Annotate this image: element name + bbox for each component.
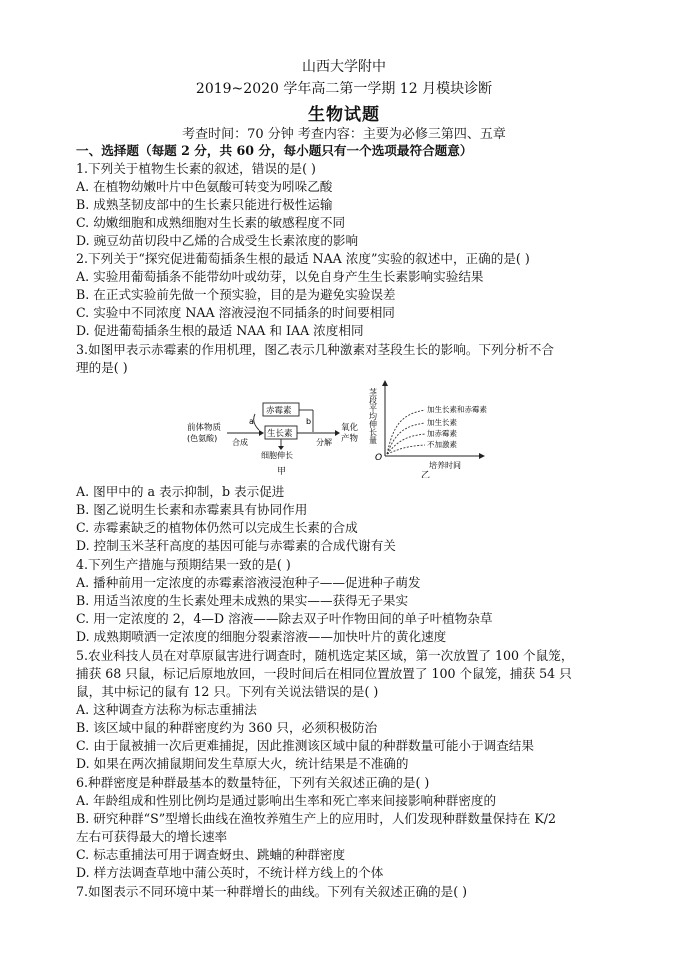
question-5-option-c: C. 由于鼠被捕一次后更难捕捉，因此推测该区域中鼠的种群数量可能小于调查结果 bbox=[76, 738, 534, 753]
jia-gibberellin-text: 赤霉素 bbox=[266, 406, 292, 416]
question-1-option-b: B. 成熟茎韧皮部中的生长素只能进行极性运输 bbox=[76, 197, 333, 212]
question-3-stem-cont: 理的是( ) bbox=[76, 360, 128, 375]
jia-precursor-line1: 前体物质 bbox=[187, 423, 222, 433]
question-6-stem: 6.种群密度是种群最基本的数量特征，下列有关叙述正确的是( ) bbox=[76, 775, 430, 790]
question-3-stem: 3.如图甲表示赤霉素的作用机理，图乙表示几种激素对茎段生长的影响。下列分析不合 bbox=[76, 342, 554, 357]
question-1-stem: 1.下列关于植物生长素的叙述，错误的是( ) bbox=[76, 161, 316, 176]
yi-x-axis-arrowhead bbox=[479, 453, 485, 459]
exam-info: 考查时间：70 分钟 考查内容：主要为必修三第四、五章 bbox=[182, 127, 506, 142]
question-5-option-d: D. 如果在两次捕鼠期间发生草原大火，统计结果是不准确的 bbox=[76, 756, 409, 771]
exam-term: 2019~2020 学年高二第一学期 12 月模块诊断 bbox=[195, 81, 493, 97]
question-1-option-d: D. 豌豆幼苗切段中乙烯的合成受生长素浓度的影响 bbox=[76, 233, 359, 248]
question-4-stem: 4.下列生产措施与预期结果一致的是( ) bbox=[76, 557, 291, 572]
question-6-option-b: B. 研究种群“S”型增长曲线在渔牧养殖生产上的应用时，人们发现种群数量保持在 K/2 bbox=[76, 811, 557, 826]
yi-y-axis-label: 茎段平均伸长量 bbox=[368, 388, 378, 444]
question-6-option-a: A. 年龄组成和性别比例均是通过影响出生率和死亡率来间接影响种群密度的 bbox=[76, 793, 497, 808]
figure-yi bbox=[368, 380, 488, 478]
jia-decomp-label: 分解 bbox=[316, 438, 332, 447]
question-3-figures bbox=[185, 378, 515, 478]
jia-auxin-text: 生长素 bbox=[267, 429, 293, 439]
question-5-stem-cont-1: 捕获 68 只鼠，标记后原地放回，一段时间后在相同位置放置了 100 个鼠笼，捕获 54 只 bbox=[76, 666, 572, 681]
yi-series-label-3: 加赤霉素 bbox=[427, 429, 457, 438]
question-5-stem: 5.农业科技人员在对草原鼠害进行调查时，随机选定某区域，第一次放置了 100 个鼠笼， bbox=[76, 648, 574, 663]
question-6-option-d: D. 样方法调查草地中蒲公英时，不统计样方线上的个体 bbox=[76, 865, 384, 880]
question-4-option-a: A. 播种前用一定浓度的赤霉素溶液浸泡种子——促进种子萌发 bbox=[76, 575, 421, 590]
question-5-stem-cont-2: 鼠，其中标记的鼠有 12 只。下列有关说法错误的是( ) bbox=[76, 684, 379, 699]
question-1-option-a: A. 在植物幼嫩叶片中色氨酸可转变为吲哚乙酸 bbox=[76, 179, 333, 194]
question-2-stem: 2.下列关于“探究促进葡萄插条生根的最适 NAA 浓度”实验的叙述中，正确的是( ) bbox=[76, 251, 530, 266]
yi-curve-gibberellin bbox=[387, 434, 425, 454]
figures-svg bbox=[185, 378, 515, 478]
jia-elongation-arrowhead bbox=[278, 446, 284, 450]
jia-synthesis-arrowhead bbox=[259, 430, 264, 436]
figure-jia bbox=[187, 403, 359, 477]
yi-series-label-1: 加生长素和赤霉素 bbox=[427, 405, 487, 414]
jia-figure-label: 甲 bbox=[277, 467, 287, 477]
question-3-option-b: B. 图乙说明生长素和赤霉素具有协同作用 bbox=[76, 502, 308, 517]
school-name: 山西大学附中 bbox=[302, 59, 386, 75]
question-7-stem: 7.如图表示不同环境中某一种群增长的曲线。下列有关叙述正确的是( ) bbox=[76, 884, 468, 899]
question-2-option-b: B. 在正式实验前先做一个预实验，目的是为避免实验误差 bbox=[76, 287, 396, 302]
question-1-option-c: C. 幼嫩细胞和成熟细胞对生长素的敏感程度不同 bbox=[76, 215, 346, 230]
question-4-option-b: B. 用适当浓度的生长素处理未成熟的果实——获得无子果实 bbox=[76, 593, 409, 608]
question-5-option-b: B. 该区域中鼠的种群密度约为 360 只，必须积极防治 bbox=[76, 720, 378, 735]
question-2-option-a: A. 实验用葡萄插条不能带幼叶或幼芽，以免自身产生生长素影响实验结果 bbox=[76, 269, 484, 284]
yi-y-axis-arrowhead bbox=[382, 380, 388, 386]
yi-figure-label: 乙 bbox=[421, 471, 431, 478]
question-3-option-a: A. 图甲中的 a 表示抑制，b 表示促进 bbox=[76, 484, 285, 499]
jia-a-curve bbox=[254, 414, 259, 430]
jia-precursor-line2: (色氨酸) bbox=[187, 434, 218, 443]
question-6-option-c: C. 标志重捕法可用于调查蚜虫、跳蝻的种群密度 bbox=[76, 847, 346, 862]
jia-synthesis-label: 合成 bbox=[232, 438, 248, 447]
yi-origin-label: O bbox=[375, 453, 383, 463]
question-3-option-c: C. 赤霉素缺乏的植物体仍然可以完成生长素的合成 bbox=[76, 520, 358, 535]
question-5-option-a: A. 这种调查方法称为标志重捕法 bbox=[76, 702, 257, 717]
jia-oxidation-line2: 产物 bbox=[341, 434, 359, 444]
jia-mark-b: b bbox=[306, 417, 312, 426]
jia-oxidation-line1: 氧化 bbox=[341, 423, 359, 433]
jia-decomp-arrowhead bbox=[335, 430, 340, 436]
subject-title: 生物试题 bbox=[308, 105, 380, 125]
section-heading: 一、选择题（每题 2 分，共 60 分，每小题只有一个选项最符合题意） bbox=[76, 143, 473, 158]
question-4-option-d: D. 成熟期喷洒一定浓度的细胞分裂素溶液——加快叶片的黄化速度 bbox=[76, 629, 447, 644]
yi-series-label-2: 加生长素 bbox=[427, 418, 457, 427]
question-3-option-d: D. 控制玉米茎秆高度的基因可能与赤霉素的合成代谢有关 bbox=[76, 538, 396, 553]
question-6-option-b-cont: 左右可获得最大的增长速率 bbox=[76, 829, 228, 844]
question-2-option-d: D. 促进葡萄插条生根的最适 NAA 和 IAA 浓度相同 bbox=[76, 323, 364, 338]
yi-series-label-4: 不加激素 bbox=[427, 440, 457, 449]
jia-elongation-label: 细胞伸长 bbox=[261, 451, 293, 460]
question-2-option-c: C. 实验中不同浓度 NAA 溶液浸泡不同插条的时间要相同 bbox=[76, 305, 395, 320]
question-4-option-c: C. 用一定浓度的 2，4—D 溶液——除去双子叶作物田间的单子叶植物杂草 bbox=[76, 611, 493, 626]
yi-x-axis-label: 培养时间 bbox=[429, 461, 461, 470]
yi-curve-no-hormone bbox=[387, 445, 425, 454]
jia-mark-a: a bbox=[249, 417, 254, 426]
